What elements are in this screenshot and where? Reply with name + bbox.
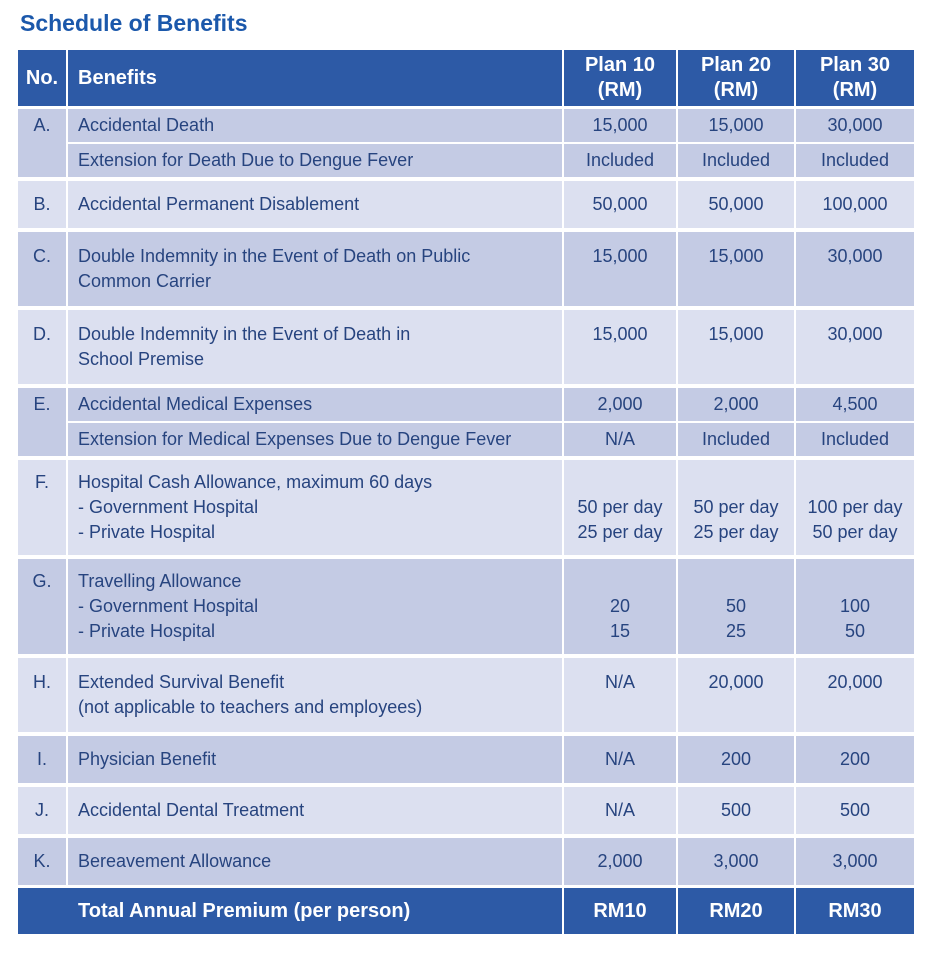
header-plan-line: Plan 10 [584, 54, 656, 76]
value-line: Included [701, 429, 771, 449]
value-plan-20 [678, 787, 794, 834]
benefit-subrow [68, 109, 914, 142]
value-line: Included [820, 429, 890, 449]
benefit-subrow [68, 232, 914, 306]
value-plan-30 [796, 787, 914, 834]
value-plan-10 [564, 460, 676, 555]
value-line: 500 [839, 800, 871, 820]
benefit-subrow [68, 310, 914, 384]
benefit-line: Double Indemnity in the Event of Death in [78, 324, 411, 344]
benefit-row-g [18, 559, 914, 654]
value-line: 4,500 [832, 394, 878, 414]
value-plan-30 [796, 310, 914, 384]
benefit-row-d [18, 310, 914, 384]
benefit-description [68, 838, 562, 885]
benefit-line: School Premise [78, 349, 205, 369]
benefit-line: Double Indemnity in the Event of Death on Public [78, 246, 471, 266]
value-line: 15 [609, 621, 631, 641]
table-header-row [18, 50, 914, 106]
benefit-subrow [68, 787, 914, 834]
value-line: 50 per day [812, 522, 898, 542]
value-plan-20 [678, 423, 794, 456]
value-line [678, 470, 794, 495]
value-plan-30 [796, 423, 914, 456]
value-plan-10 [564, 181, 676, 228]
value-line: N/A [604, 672, 635, 692]
value-line: 2,000 [597, 394, 643, 414]
value-line: 20 [609, 596, 631, 616]
value-plan-20 [678, 144, 794, 177]
value-line: Included [820, 150, 890, 170]
benefit-row-h [18, 658, 914, 732]
header-plan-line: (RM) [713, 79, 759, 101]
benefit-line: Bereavement Allowance [78, 851, 272, 871]
value-plan-20 [678, 181, 794, 228]
value-line: 100 [839, 596, 871, 616]
value-plan-10 [564, 736, 676, 783]
row-letter: J. [18, 787, 66, 834]
benefit-line: - Private Hospital [78, 621, 216, 641]
value-line: 200 [720, 749, 752, 769]
benefit-description [68, 736, 562, 783]
value-plan-20 [678, 310, 794, 384]
value-line [564, 470, 676, 495]
benefit-line: Extension for Medical Expenses Due to Dengue Fever [78, 429, 512, 449]
benefit-row-b [18, 181, 914, 228]
row-content [68, 559, 914, 654]
row-content [68, 232, 914, 306]
value-line: 100 per day [807, 497, 903, 517]
header-plan-line: Plan 20 [700, 54, 772, 76]
benefit-line: Hospital Cash Allowance, maximum 60 days [78, 472, 433, 492]
value-plan-20 [678, 658, 794, 732]
benefit-line: Travelling Allowance [78, 571, 242, 591]
value-line: 200 [839, 749, 871, 769]
value-line [796, 569, 914, 594]
value-line: 100,000 [822, 194, 888, 214]
value-line: 50,000 [592, 194, 648, 214]
value-line: 3,000 [713, 851, 759, 871]
benefit-line: - Government Hospital [78, 497, 259, 517]
benefit-row-i [18, 736, 914, 783]
benefit-row-c [18, 232, 914, 306]
value-line: 25 [725, 621, 747, 641]
value-plan-30 [796, 144, 914, 177]
benefit-description [68, 232, 562, 306]
benefit-row-e [18, 388, 914, 456]
value-line: 20,000 [827, 672, 883, 692]
benefit-line: (not applicable to teachers and employees) [78, 697, 423, 717]
benefit-description [68, 388, 562, 421]
header-plan-20 [678, 50, 794, 106]
header-plan-line: (RM) [832, 79, 878, 101]
benefit-line: - Private Hospital [78, 522, 216, 542]
footer-premium-plan-30: RM30 [796, 888, 914, 934]
value-plan-20 [678, 736, 794, 783]
row-letter: E. [18, 388, 66, 456]
row-letter: B. [18, 181, 66, 228]
benefit-description [68, 559, 562, 654]
value-line: Included [585, 150, 655, 170]
benefit-subrow [68, 460, 914, 555]
value-plan-30 [796, 460, 914, 555]
value-line: N/A [604, 749, 635, 769]
value-plan-30 [796, 181, 914, 228]
benefit-line: Physician Benefit [78, 749, 217, 769]
value-plan-30 [796, 658, 914, 732]
value-plan-20 [678, 559, 794, 654]
header-plan-10 [564, 50, 676, 106]
header-plan-30 [796, 50, 914, 106]
benefit-subrow [68, 423, 914, 456]
row-content [68, 787, 914, 834]
value-plan-30 [796, 736, 914, 783]
benefit-subrow [68, 181, 914, 228]
benefit-subrow [68, 144, 914, 177]
value-plan-10 [564, 423, 676, 456]
value-line: 25 per day [693, 522, 779, 542]
value-line: 25 per day [577, 522, 663, 542]
value-line: 15,000 [592, 115, 648, 135]
benefits-table [18, 50, 914, 934]
value-plan-10 [564, 109, 676, 142]
benefit-subrow [68, 658, 914, 732]
value-line: 50 per day [693, 497, 779, 517]
value-plan-20 [678, 388, 794, 421]
benefit-row-j [18, 787, 914, 834]
table-footer-row [18, 888, 914, 934]
footer-premium-plan-10: RM10 [564, 888, 676, 934]
value-plan-10 [564, 838, 676, 885]
row-letter: D. [18, 310, 66, 384]
value-line: 2,000 [597, 851, 643, 871]
value-plan-30 [796, 838, 914, 885]
row-letter: A. [18, 109, 66, 177]
benefit-description [68, 310, 562, 384]
table-body [18, 109, 914, 885]
page-title: Schedule of Benefits [20, 10, 248, 36]
value-plan-20 [678, 838, 794, 885]
benefit-subrow [68, 838, 914, 885]
value-line: 30,000 [827, 246, 883, 266]
value-line: N/A [604, 429, 635, 449]
value-plan-20 [678, 232, 794, 306]
value-line: 500 [720, 800, 752, 820]
value-line: N/A [604, 800, 635, 820]
row-letter: I. [18, 736, 66, 783]
benefit-row-a [18, 109, 914, 177]
benefit-subrow [68, 388, 914, 421]
value-plan-10 [564, 310, 676, 384]
value-line: 2,000 [713, 394, 759, 414]
row-content [68, 460, 914, 555]
value-line: 50 [725, 596, 747, 616]
value-line: 15,000 [592, 324, 648, 344]
benefit-line: - Government Hospital [78, 596, 259, 616]
value-line: 50 per day [577, 497, 663, 517]
benefit-line: Accidental Permanent Disablement [78, 194, 360, 214]
header-plan-line: Plan 30 [819, 54, 891, 76]
row-letter: H. [18, 658, 66, 732]
value-line: 15,000 [708, 246, 764, 266]
value-line: 15,000 [592, 246, 648, 266]
value-line: 15,000 [708, 324, 764, 344]
row-content [68, 181, 914, 228]
header-benefits: Benefits [68, 50, 562, 106]
value-line: 3,000 [832, 851, 878, 871]
benefit-description [68, 109, 562, 142]
value-line: 15,000 [708, 115, 764, 135]
benefit-line: Common Carrier [78, 271, 212, 291]
value-plan-10 [564, 388, 676, 421]
benefit-description [68, 460, 562, 555]
value-plan-10 [564, 144, 676, 177]
header-plan-line: (RM) [597, 79, 643, 101]
row-letter: K. [18, 838, 66, 885]
value-plan-30 [796, 109, 914, 142]
benefit-line: Extension for Death Due to Dengue Fever [78, 150, 414, 170]
benefit-line: Accidental Medical Expenses [78, 394, 313, 414]
row-content [68, 310, 914, 384]
value-line [564, 569, 676, 594]
value-line: 50 [844, 621, 866, 641]
value-plan-20 [678, 460, 794, 555]
value-line [678, 569, 794, 594]
value-plan-20 [678, 109, 794, 142]
value-plan-10 [564, 559, 676, 654]
value-line: 30,000 [827, 324, 883, 344]
benefit-description [68, 658, 562, 732]
benefit-description [68, 787, 562, 834]
row-letter: F. [18, 460, 66, 555]
row-letter: G. [18, 559, 66, 654]
value-plan-10 [564, 232, 676, 306]
value-line: 50,000 [708, 194, 764, 214]
row-letter: C. [18, 232, 66, 306]
benefit-row-f [18, 460, 914, 555]
value-plan-10 [564, 787, 676, 834]
value-plan-30 [796, 232, 914, 306]
value-plan-10 [564, 658, 676, 732]
row-content [68, 838, 914, 885]
footer-total-label: Total Annual Premium (per person) [18, 888, 562, 934]
value-line [796, 470, 914, 495]
value-line: 20,000 [708, 672, 764, 692]
benefit-line: Accidental Death [78, 115, 215, 135]
benefit-subrow [68, 736, 914, 783]
value-line: 30,000 [827, 115, 883, 135]
benefit-description [68, 181, 562, 228]
value-line: Included [701, 150, 771, 170]
benefit-row-k [18, 838, 914, 885]
value-plan-30 [796, 559, 914, 654]
benefit-subrow [68, 559, 914, 654]
row-content [68, 658, 914, 732]
benefit-description [68, 423, 562, 456]
row-content [68, 109, 914, 177]
benefit-description [68, 144, 562, 177]
benefit-line: Accidental Dental Treatment [78, 800, 305, 820]
value-plan-30 [796, 388, 914, 421]
header-no: No. [18, 50, 66, 106]
benefit-line: Extended Survival Benefit [78, 672, 285, 692]
footer-premium-plan-20: RM20 [678, 888, 794, 934]
row-content [68, 736, 914, 783]
row-content [68, 388, 914, 456]
